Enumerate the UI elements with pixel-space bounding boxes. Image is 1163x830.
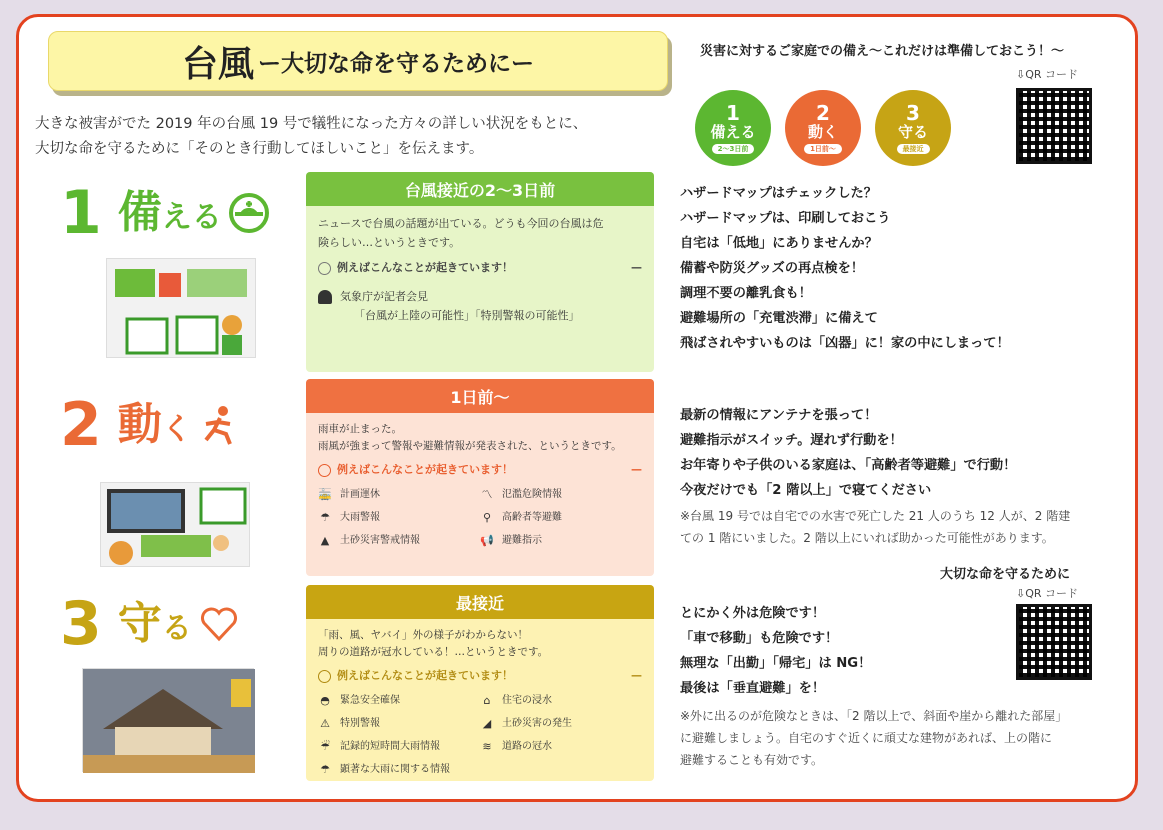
panel-title: 台風接近の2～3日前 xyxy=(306,172,654,206)
protect-list xyxy=(680,601,1120,701)
river-icon: 〽 xyxy=(481,487,493,501)
clock-icon xyxy=(318,262,331,275)
qr-caption: ⇩QR コード xyxy=(1016,68,1079,81)
clock-icon xyxy=(318,670,331,683)
list-item: ◢ 土砂災害の発生 xyxy=(480,715,642,732)
step-word: 備える xyxy=(117,187,222,238)
panel-desc: ニュースで台風の話題が出ている。どうも今回の台風は危 xyxy=(318,217,604,230)
supplies-icon xyxy=(107,259,257,359)
step-word: 動く xyxy=(117,399,192,450)
event-grid xyxy=(318,692,642,778)
list-item-sub: 「台風が上陸の可能性」「特別警報の可能性」 xyxy=(354,309,580,322)
press-conference-icon xyxy=(318,290,332,304)
panel-desc: 「雨、風、ヤバイ」外の様子がわからない！ xyxy=(318,629,528,641)
elderly-icon: ⚲ xyxy=(482,510,492,524)
house-storm-icon xyxy=(83,669,255,773)
list-item: 避難指示がスイッチ。遅れず行動を！ xyxy=(680,433,903,448)
panel-2-3-days xyxy=(306,172,654,372)
list-item: 無理な「出勤」「帰宅」は NG！ xyxy=(680,656,872,671)
title-sub: ー大切な命を守るためにー xyxy=(258,50,534,77)
list-item: 今夜だけでも「2 階以上」で寝てください xyxy=(680,483,932,498)
title-banner xyxy=(48,31,668,91)
circle-step-3: 3 守る 最接近 xyxy=(875,90,951,166)
circle-step-2: 2 動く 1日前～ xyxy=(785,90,861,166)
house-flood-icon: ⌂ xyxy=(483,693,491,707)
running-person-icon xyxy=(198,404,240,446)
happening-row: 例えばこんなことが起きています！ — xyxy=(318,258,642,277)
list-item: ハザードマップはチェックした？ xyxy=(680,186,877,201)
megaphone-icon: 📢 xyxy=(480,533,494,547)
list-item: ◓ 緊急安全確保 xyxy=(318,692,480,709)
landslide-icon: ◢ xyxy=(482,716,492,730)
step-number: 2 xyxy=(60,390,102,460)
list-item: 〽 氾濫危険情報 xyxy=(481,487,562,501)
list-item: お年寄りや子供のいる家庭は、「高齢者等避難」で行動！ xyxy=(680,458,1017,473)
qr-caption: ⇩QR コード xyxy=(1016,587,1079,600)
panel-1-day-before xyxy=(306,379,654,576)
panel-desc: 雨風が強まって警報や避難情報が発表された、というときです。 xyxy=(318,440,622,452)
list-item: とにかく外は危険です！ xyxy=(680,606,826,621)
list-item: ≋ 道路の冠水 xyxy=(480,738,642,755)
list-item: 自宅は「低地」にありませんか？ xyxy=(680,236,878,251)
intro-text xyxy=(35,112,665,162)
qr-code-1[interactable] xyxy=(1016,88,1092,164)
act-note: ※台風 19 号では自宅での水害で死亡した 21 人のうち 12 人が、2 階建 ての 1 階にいました。2 階以上にいれば助かった可能性があります。 xyxy=(680,509,1071,545)
step-number: 3 xyxy=(60,589,102,659)
step-word: 守る xyxy=(117,598,192,649)
landslide-icon: ▲ xyxy=(320,533,330,547)
protect-note: ※外に出るのが危険なときは、「2 階以上で、斜面や崖から離れた部屋」 に避難しましょう。自宅のすぐ近くに頑丈な建物があれば、上の階に 避難することも有効です。 xyxy=(680,709,1068,767)
panel-desc: 周りの道路が冠水している！…というときです。 xyxy=(318,646,549,658)
heavy-rain-icon: ☔ xyxy=(320,739,330,753)
panel-title: 1日前～ xyxy=(306,379,654,413)
list-item: 調理不要の離乳食も！ xyxy=(680,286,812,301)
preparation-illustration xyxy=(106,258,256,358)
event-grid xyxy=(318,486,642,549)
helmet-icon xyxy=(228,192,270,234)
list-item: ☂ 大雨警報 xyxy=(318,509,480,526)
rain-cloud-icon: ☂ xyxy=(320,510,330,524)
list-item: ☔ 記録的短時間大雨情報 xyxy=(318,738,480,755)
panel-title: 最接近 xyxy=(306,585,654,619)
right-heading: 災害に対するご家庭での備え～これだけは準備しておこう！～ xyxy=(700,44,1065,59)
happening-row: 例えばこんなことが起きています！ — xyxy=(318,667,642,684)
panel-desc: 雨車が止まった。 xyxy=(318,423,402,435)
heart-icon xyxy=(198,603,240,645)
list-item: ☂ 顕著な大雨に関する情報 xyxy=(318,761,480,778)
warning-icon: ⚠ xyxy=(320,716,330,730)
rain-icon: ☂ xyxy=(320,762,330,776)
list-item: 「車で移動」も危険です！ xyxy=(680,631,839,646)
step-1-heading xyxy=(60,178,270,248)
panel-desc: 険らしい…というときです。 xyxy=(318,236,461,249)
right-subheading: 大切な命を守るために xyxy=(940,567,1071,582)
list-item: ⚠ 特別警報 xyxy=(318,715,480,732)
tv-illustration xyxy=(100,482,250,567)
list-item: 備蓄や防災グッズの再点検を！ xyxy=(680,261,864,276)
panel-closest-approach xyxy=(306,585,654,781)
list-item: 最新の情報にアンテナを張って！ xyxy=(680,408,878,423)
list-item: 📢 避難指示 xyxy=(480,533,542,547)
act-list xyxy=(680,403,1120,503)
list-item: 気象庁が記者会見 xyxy=(318,287,642,306)
clock-icon xyxy=(318,464,331,477)
title-main: 台風 xyxy=(181,43,254,85)
circle-step-1: 1 備える 2～3日前 xyxy=(695,90,771,166)
prepare-list xyxy=(680,181,1120,356)
list-item: ⚲ 高齢者等避難 xyxy=(480,509,642,526)
tv-icon xyxy=(101,483,251,568)
intro-line: 大切な命を守るために「そのとき行動してほしいこと」を伝えます。 xyxy=(35,141,484,157)
list-item: 最後は「垂直避難」を！ xyxy=(680,681,826,696)
list-item: 🚋 計画運休 xyxy=(318,487,380,501)
list-item: ▲ 土砂災害警戒情報 xyxy=(318,532,480,549)
step-number: 1 xyxy=(60,178,102,248)
step-3-heading xyxy=(60,589,240,659)
list-item: ハザードマップは、印刷しておこう xyxy=(680,211,891,226)
list-item: 避難場所の「充電渋滞」に備えて xyxy=(680,311,878,326)
train-icon: 🚋 xyxy=(318,487,332,501)
storm-illustration xyxy=(82,668,254,772)
intro-line: 大きな被害がでた 2019 年の台風 19 号で犠牲になった方々の詳しい状況をもとに、 xyxy=(35,116,588,132)
list-item: ⌂ 住宅の浸水 xyxy=(480,692,642,709)
step-2-heading xyxy=(60,390,240,460)
list-item: 飛ばされやすいものは「凶器」に！家の中にしまって！ xyxy=(680,336,1010,351)
road-flood-icon: ≋ xyxy=(482,739,492,753)
happening-row: 例えばこんなことが起きています！ — xyxy=(318,461,642,478)
alert-dome-icon: ◓ xyxy=(320,693,330,707)
